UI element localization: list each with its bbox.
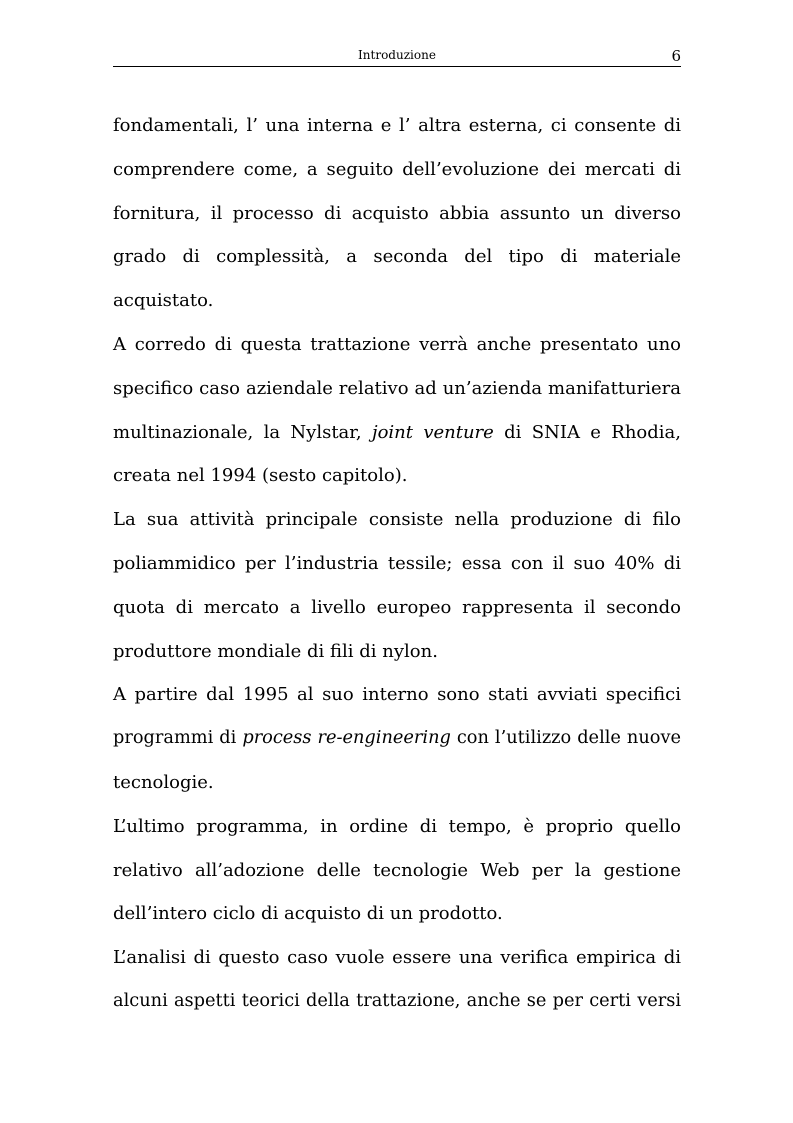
text-line: fondamentali, l’ una interna e l’ altra esterna, ci consente di [113,115,681,136]
italic-term: joint venture [371,421,494,443]
text-line: alcuni aspetti teorici della trattazione, anche se per certi versi [113,990,681,1011]
text-line: produttore mondiale di fili di nylon. [113,640,438,662]
text-line: A corredo di questa trattazione verrà anche presentato uno [113,333,681,355]
text-line: comprendere come, a seguito dell’evoluzione dei mercati di [113,158,681,180]
text-line: L’analisi di questo caso vuole essere una verifica empirica di [113,947,681,969]
body-text [113,104,681,1024]
text-line: tecnologie. [113,771,214,793]
text-run: di SNIA e Rhodia, [493,421,681,443]
text-line: poliammidico per l’industria tessile; essa con il suo 40% di [113,552,681,574]
text-line: acquistato. [113,290,214,312]
header-title: Introduzione [358,48,436,62]
text-line: specifico caso aziendale relativo ad un’azienda manifatturiera [113,377,681,399]
text-run: multinazionale, la Nylstar, [113,421,372,443]
text-line: L’ultimo programma, in ordine di tempo, è proprio quello [113,815,681,837]
text-line [113,717,681,761]
text-line: fornitura, il processo di acquisto abbia assunto un diverso [113,202,681,224]
text-run: programmi di [113,728,243,749]
italic-term: process re-engineering [242,728,451,749]
page-number: 6 [671,47,681,65]
text-line: La sua attività principale consiste nella produzione di filo [113,509,681,531]
text-line: quota di mercato a livello europeo rappresenta il secondo [113,596,681,618]
text-run: con l’utilizzo delle nuove [450,728,681,749]
text-line: relativo all’adozione delle tecnologie Web per la gestione [113,859,681,881]
text-line: A partire dal 1995 al suo interno sono stati avviati specifici [113,684,681,706]
text-line: dell’intero ciclo di acquisto di un prodotto. [113,903,503,925]
text-line: creata nel 1994 (sesto capitolo). [113,465,408,487]
running-header [113,46,681,67]
text-line: grado di complessità, a seconda del tipo di materiale [113,246,681,268]
text-line [113,411,681,455]
